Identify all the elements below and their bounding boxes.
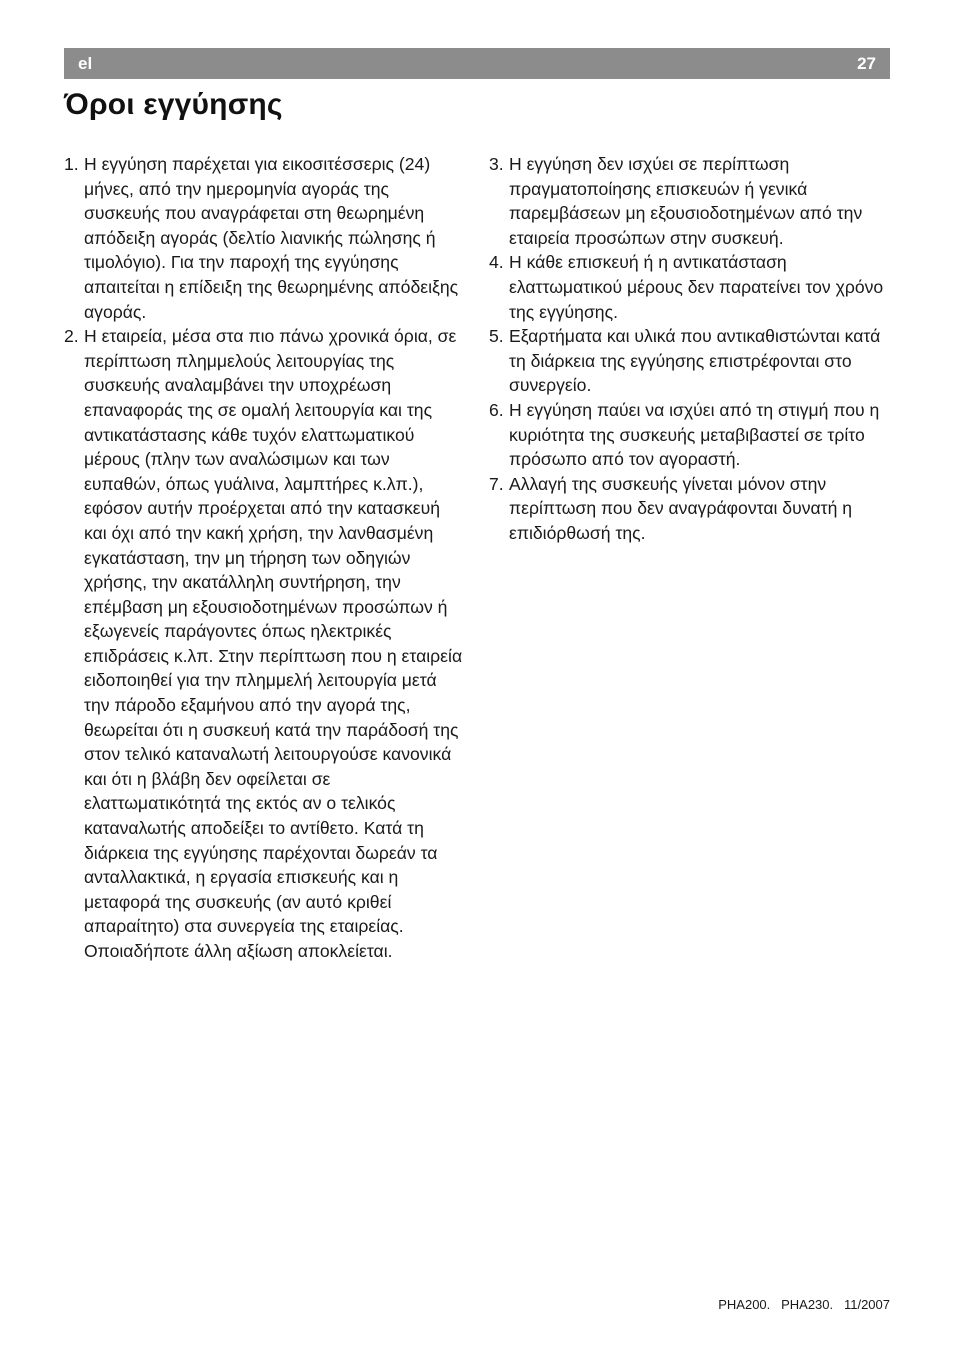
- page-number: 27: [857, 53, 876, 73]
- term-text: Αλλαγή της συσκευής γίνεται μόνον στην περίπτωση που δεν αναγράφονται δυνατή η επιδιόρθωσή της.: [509, 473, 853, 543]
- footer-model-info: [718, 1297, 890, 1312]
- term-number: 3.: [489, 154, 504, 174]
- term-text: Η κάθε επισκευή ή η αντικατάσταση ελαττωματικού μέρους δεν παρατείνει τον χρόνο της εγγύησης.: [509, 252, 884, 322]
- term-number: 5.: [489, 326, 504, 347]
- warranty-terms-left-column: [64, 152, 466, 964]
- warranty-term-5: [489, 324, 894, 398]
- term-text: Εξαρτήματα και υλικά που αντικαθιστώνται κατά τη διάρκεια της εγγύησης επιστρέφονται στο συνεργείο.: [509, 326, 881, 396]
- term-text: Η εγγύηση παύει να ισχύει από τη στιγμή που η κυριότητα της συσκευής μεταβιβαστεί σε τρίτο πρόσωπο από τον αγοραστή.: [509, 399, 880, 470]
- warranty-terms-right-column: [489, 152, 894, 546]
- term-text: Η εγγύηση δεν ισχύει σε περίπτωση πραγματοποίησης επισκευών ή γενικά παρεμβάσεων μη εξουσιοδοτημένων από την εταιρεία προσώπων στην συσκευή.: [509, 154, 863, 248]
- term-number: 2.: [64, 326, 79, 347]
- warranty-term-4: [489, 250, 894, 324]
- page-title: Όροι εγγύησης: [64, 88, 283, 121]
- warranty-term-2: [64, 324, 466, 963]
- header-bar: [64, 48, 890, 79]
- language-code: el: [78, 53, 93, 73]
- term-text: Η εταιρεία, μέσα στα πιο πάνω χρονικά όρια, σε περίπτωση πλημμελούς λειτουργίας της συσκευής αναλαμβάνει την υποχρέωση επαναφοράς της σε ομαλή λειτουργία και της αντικατάστασης κάθε τυχόν ελαττωματικού μέρους (πλην των αναλώσιμων και των ευπαθών, όπως γυάλινα, λαμπτήρες κ.λπ.), εφόσον αυτήν προέρχεται από την κατασκευή και όχι από την κακή χρήση, την λανθασμένη εγκατάσταση, την μη τήρηση των οδηγιών χρήσης, την ακατάλληλη συντήρηση, την επέμβαση μη εξουσιοδοτημένων προσώπων ή εξωγενείς παράγοντες όπως ηλεκτρικές επιδράσεις κ.λπ. Στην περίπτωση που η εταιρεία ειδοποιηθεί για την πλημμελή λειτουργία μετά την πάροδο εξαμήνου από την αγορά της, θεωρείται ότι η συσκευή κατά την παράδοσή της στον τελικό καταναλωτή λειτουργούσε κανονικά και ότι η βλάβη δεν οφείλεται σε ελαττωματικότητά της εκτός αν ο τελικός καταναλωτής αποδείξει το αντίθετο. Κατά τη διάρκεια της εγγύησης παρέχονται δωρεάν τα ανταλλακτικά, η εργασία επισκευής και η μεταφορά της συσκευής (αν αυτό κριθεί απαραίτητο) στα συνεργεία της εταιρείας. Οποιαδήποτε άλλη αξίωση αποκλείεται.: [84, 326, 463, 961]
- term-number: 4.: [489, 252, 504, 273]
- warranty-term-6: [489, 398, 894, 472]
- warranty-term-1: [64, 152, 466, 324]
- warranty-term-3: [489, 152, 894, 250]
- term-number: 6.: [489, 399, 504, 420]
- model-numbers: PHA200. PHA230. 11/2007: [718, 1297, 890, 1312]
- term-number: 7.: [489, 473, 504, 494]
- term-text: Η εγγύηση παρέχεται για εικοσιτέσσερις (24) μήνες, από την ημερομηνία αγοράς της συσκευής που αναγράφεται στη θεωρημένη απόδειξη αγοράς (δελτίο λιανικής πώλησης ή τιμολόγιο). Για την παροχή της εγγύησης απαιτείται η επίδειξη της θεωρημένης απόδειξης αγοράς.: [84, 154, 459, 322]
- warranty-term-7: [489, 472, 894, 546]
- term-number: 1.: [64, 154, 79, 174]
